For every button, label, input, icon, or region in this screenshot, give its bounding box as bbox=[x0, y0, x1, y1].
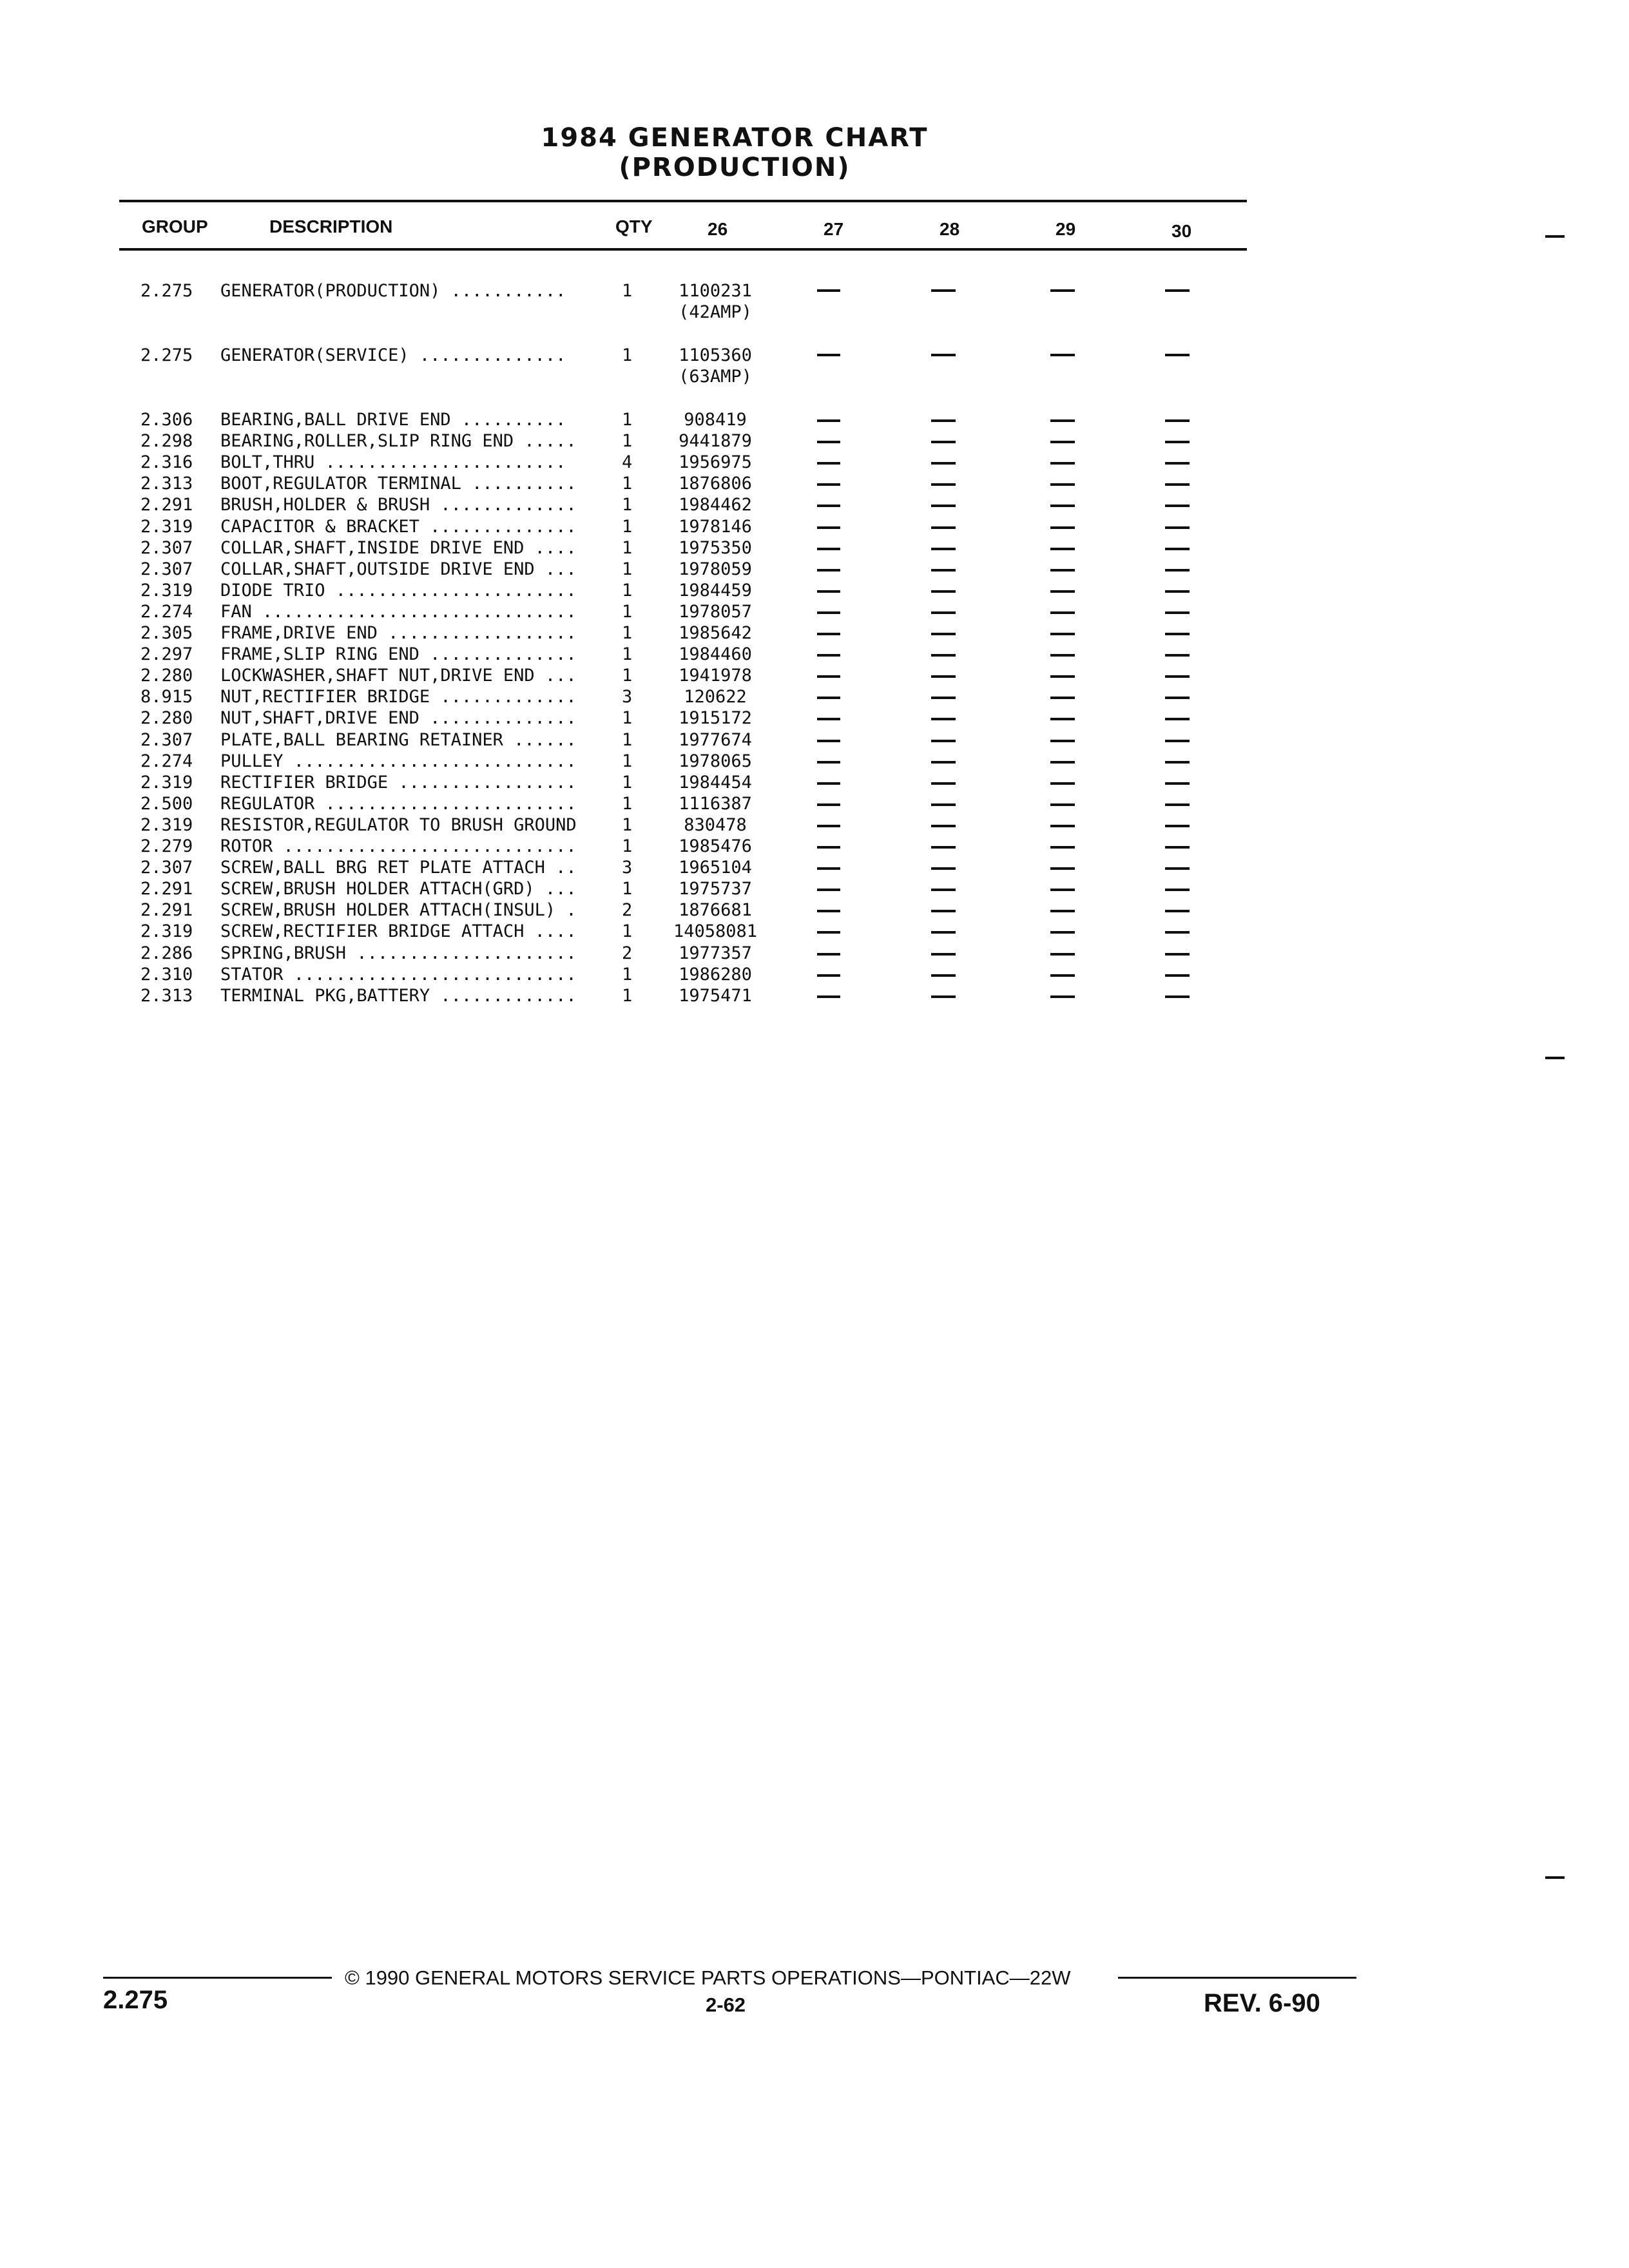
table-row bbox=[0, 559, 1629, 580]
row-group: 2.279 bbox=[140, 836, 193, 856]
not-applicable-dash bbox=[931, 569, 956, 572]
row-qty: 1 bbox=[622, 345, 633, 365]
row-qty: 1 bbox=[622, 793, 633, 814]
not-applicable-dash bbox=[1050, 462, 1075, 465]
row-description: BOOT,REGULATOR TERMINAL .......... bbox=[220, 474, 577, 494]
not-applicable-dash bbox=[1050, 995, 1075, 998]
row-description: LOCKWASHER,SHAFT NUT,DRIVE END ... bbox=[220, 666, 577, 686]
not-applicable-dash bbox=[1165, 569, 1190, 572]
revision-label: REV. 6-90 bbox=[1204, 1989, 1320, 2017]
not-applicable-dash bbox=[817, 740, 840, 742]
row-description: GENERATOR(PRODUCTION) ........... bbox=[220, 281, 566, 301]
row-qty: 3 bbox=[622, 858, 633, 878]
table-row bbox=[0, 665, 1629, 686]
row-description: COLLAR,SHAFT,OUTSIDE DRIVE END ... bbox=[220, 559, 577, 579]
row-group: 8.915 bbox=[140, 687, 193, 707]
row-description: SCREW,RECTIFIER BRIDGE ATTACH .... bbox=[220, 921, 577, 942]
row-group: 2.297 bbox=[140, 644, 193, 665]
row-description: NUT,SHAFT,DRIVE END .............. bbox=[220, 708, 577, 729]
row-qty: 4 bbox=[622, 452, 633, 473]
table-row bbox=[0, 644, 1629, 665]
row-group: 2.280 bbox=[140, 708, 193, 729]
row-description: TERMINAL PKG,BATTERY ............. bbox=[220, 985, 577, 1006]
not-applicable-dash bbox=[1165, 974, 1190, 977]
row-part-number: 1915172 bbox=[679, 708, 752, 729]
row-qty: 2 bbox=[622, 943, 633, 963]
not-applicable-dash bbox=[1050, 654, 1075, 657]
table-row bbox=[0, 857, 1629, 878]
row-description: BEARING,BALL DRIVE END .......... bbox=[220, 410, 566, 430]
col-28-header: 28 bbox=[940, 219, 960, 239]
not-applicable-dash bbox=[817, 846, 840, 849]
not-applicable-dash bbox=[1050, 483, 1075, 486]
table-row bbox=[0, 985, 1629, 1006]
not-applicable-dash bbox=[817, 675, 840, 678]
not-applicable-dash bbox=[817, 419, 840, 422]
not-applicable-dash bbox=[1165, 697, 1190, 699]
table-row bbox=[0, 686, 1629, 707]
table-row bbox=[0, 280, 1629, 322]
table-row bbox=[0, 430, 1629, 452]
row-group: 2.274 bbox=[140, 601, 193, 622]
not-applicable-dash bbox=[1165, 289, 1190, 292]
row-qty: 2 bbox=[622, 900, 633, 921]
not-applicable-dash bbox=[1050, 590, 1075, 593]
row-part-number: 120622 bbox=[684, 687, 747, 707]
not-applicable-dash bbox=[817, 354, 840, 356]
not-applicable-dash bbox=[931, 718, 956, 720]
page-subtitle: (PRODUCTION) bbox=[619, 153, 851, 182]
not-applicable-dash bbox=[817, 867, 840, 870]
row-description: RECTIFIER BRIDGE ................. bbox=[220, 772, 577, 793]
not-applicable-dash bbox=[817, 289, 840, 292]
row-part-number: 1978057 bbox=[679, 601, 752, 622]
not-applicable-dash bbox=[817, 697, 840, 699]
table-row bbox=[0, 473, 1629, 494]
row-part-number: 1975471 bbox=[679, 985, 752, 1006]
copyright-text: © 1990 GENERAL MOTORS SERVICE PARTS OPERATIONS—PONTIAC—22W bbox=[345, 1966, 1071, 1989]
row-group: 2.307 bbox=[140, 729, 193, 750]
not-applicable-dash bbox=[1165, 526, 1190, 529]
not-applicable-dash bbox=[931, 548, 956, 550]
row-group: 2.310 bbox=[140, 964, 193, 985]
row-qty: 1 bbox=[622, 666, 633, 686]
row-part-number: 1978059 bbox=[679, 559, 752, 579]
row-description: SCREW,BALL BRG RET PLATE ATTACH .. bbox=[220, 858, 577, 878]
row-part-number: 1978146 bbox=[679, 516, 752, 537]
not-applicable-dash bbox=[1050, 974, 1075, 977]
not-applicable-dash bbox=[817, 462, 840, 465]
row-group: 2.319 bbox=[140, 814, 193, 835]
not-applicable-dash bbox=[931, 825, 956, 827]
row-qty: 1 bbox=[622, 964, 633, 985]
table-row bbox=[0, 622, 1629, 644]
not-applicable-dash bbox=[1050, 825, 1075, 827]
not-applicable-dash bbox=[931, 526, 956, 529]
not-applicable-dash bbox=[1165, 654, 1190, 657]
row-group: 2.275 bbox=[140, 281, 193, 301]
not-applicable-dash bbox=[931, 803, 956, 806]
row-group: 2.298 bbox=[140, 431, 193, 452]
not-applicable-dash bbox=[931, 462, 956, 465]
table-row bbox=[0, 537, 1629, 559]
row-qty: 1 bbox=[622, 281, 633, 301]
row-description: PLATE,BALL BEARING RETAINER ...... bbox=[220, 729, 577, 750]
not-applicable-dash bbox=[1165, 483, 1190, 486]
row-qty: 1 bbox=[622, 623, 633, 643]
table-row bbox=[0, 793, 1629, 814]
row-qty: 1 bbox=[622, 431, 633, 452]
table-row bbox=[0, 943, 1629, 964]
row-group: 2.274 bbox=[140, 751, 193, 771]
footer-right-rule bbox=[1118, 1977, 1356, 1979]
not-applicable-dash bbox=[1165, 889, 1190, 891]
row-part-number: 1978065 bbox=[679, 751, 752, 771]
row-part-number: 1975737 bbox=[679, 879, 752, 899]
table-row bbox=[0, 836, 1629, 857]
row-group: 2.291 bbox=[140, 495, 193, 515]
row-description: RESISTOR,REGULATOR TO BRUSH GROUND bbox=[220, 814, 577, 835]
margin-mark bbox=[1545, 235, 1565, 238]
not-applicable-dash bbox=[931, 590, 956, 593]
not-applicable-dash bbox=[931, 931, 956, 934]
not-applicable-dash bbox=[931, 846, 956, 849]
row-group: 2.306 bbox=[140, 410, 193, 430]
row-group: 2.319 bbox=[140, 772, 193, 793]
table-row bbox=[0, 345, 1629, 387]
col-29-header: 29 bbox=[1055, 219, 1076, 239]
not-applicable-dash bbox=[817, 441, 840, 443]
row-description: FAN .............................. bbox=[220, 601, 577, 622]
not-applicable-dash bbox=[1050, 505, 1075, 507]
not-applicable-dash bbox=[1165, 718, 1190, 720]
row-description: COLLAR,SHAFT,INSIDE DRIVE END .... bbox=[220, 537, 577, 558]
not-applicable-dash bbox=[1165, 505, 1190, 507]
row-group: 2.286 bbox=[140, 943, 193, 963]
row-amperage: (42AMP) bbox=[679, 302, 752, 322]
not-applicable-dash bbox=[817, 611, 840, 614]
row-group: 2.319 bbox=[140, 516, 193, 537]
row-qty: 1 bbox=[622, 537, 633, 558]
row-group: 2.305 bbox=[140, 623, 193, 643]
not-applicable-dash bbox=[1165, 782, 1190, 785]
table-row bbox=[0, 516, 1629, 537]
not-applicable-dash bbox=[817, 654, 840, 657]
not-applicable-dash bbox=[817, 761, 840, 764]
not-applicable-dash bbox=[1050, 441, 1075, 443]
not-applicable-dash bbox=[817, 483, 840, 486]
row-group: 2.319 bbox=[140, 921, 193, 942]
col-26-header: 26 bbox=[708, 219, 728, 239]
not-applicable-dash bbox=[817, 803, 840, 806]
not-applicable-dash bbox=[931, 995, 956, 998]
row-description: SCREW,BRUSH HOLDER ATTACH(GRD) ... bbox=[220, 879, 577, 899]
row-qty: 1 bbox=[622, 751, 633, 771]
row-part-number: 1977357 bbox=[679, 943, 752, 963]
row-group: 2.280 bbox=[140, 666, 193, 686]
row-part-number: 1984459 bbox=[679, 580, 752, 601]
row-qty: 1 bbox=[622, 708, 633, 729]
table-row bbox=[0, 921, 1629, 942]
col-description-header: DESCRIPTION bbox=[269, 216, 393, 236]
row-qty: 1 bbox=[622, 644, 633, 665]
not-applicable-dash bbox=[931, 354, 956, 356]
not-applicable-dash bbox=[1165, 803, 1190, 806]
margin-mark bbox=[1545, 1057, 1565, 1059]
table-row bbox=[0, 751, 1629, 772]
not-applicable-dash bbox=[1165, 867, 1190, 870]
not-applicable-dash bbox=[931, 782, 956, 785]
row-part-number: 9441879 bbox=[679, 431, 752, 452]
not-applicable-dash bbox=[1165, 931, 1190, 934]
not-applicable-dash bbox=[931, 761, 956, 764]
not-applicable-dash bbox=[817, 910, 840, 912]
row-description: SPRING,BRUSH ..................... bbox=[220, 943, 577, 963]
row-description: ROTOR ............................ bbox=[220, 836, 577, 856]
table-row bbox=[0, 452, 1629, 473]
row-description: SCREW,BRUSH HOLDER ATTACH(INSUL) . bbox=[220, 900, 577, 921]
row-part-number: 1984462 bbox=[679, 495, 752, 515]
not-applicable-dash bbox=[1050, 675, 1075, 678]
not-applicable-dash bbox=[817, 825, 840, 827]
not-applicable-dash bbox=[817, 590, 840, 593]
row-description: NUT,RECTIFIER BRIDGE ............. bbox=[220, 687, 577, 707]
row-qty: 3 bbox=[622, 687, 633, 707]
not-applicable-dash bbox=[1050, 569, 1075, 572]
row-qty: 1 bbox=[622, 601, 633, 622]
row-part-number: 1986280 bbox=[679, 964, 752, 985]
not-applicable-dash bbox=[1050, 782, 1075, 785]
not-applicable-dash bbox=[931, 441, 956, 443]
col-27-header: 27 bbox=[824, 219, 844, 239]
not-applicable-dash bbox=[1050, 354, 1075, 356]
row-qty: 1 bbox=[622, 836, 633, 856]
not-applicable-dash bbox=[817, 995, 840, 998]
not-applicable-dash bbox=[931, 740, 956, 742]
table-row bbox=[0, 707, 1629, 729]
row-description: BRUSH,HOLDER & BRUSH ............. bbox=[220, 495, 577, 515]
table-row bbox=[0, 772, 1629, 793]
row-group: 2.319 bbox=[140, 580, 193, 601]
row-part-number: 1105360 bbox=[679, 345, 752, 365]
not-applicable-dash bbox=[1050, 419, 1075, 422]
row-group: 2.316 bbox=[140, 452, 193, 473]
row-part-number: 1956975 bbox=[679, 452, 752, 473]
not-applicable-dash bbox=[1165, 740, 1190, 742]
not-applicable-dash bbox=[1050, 889, 1075, 891]
table-row bbox=[0, 814, 1629, 836]
not-applicable-dash bbox=[1050, 697, 1075, 699]
not-applicable-dash bbox=[931, 867, 956, 870]
not-applicable-dash bbox=[817, 505, 840, 507]
page-title: 1984 GENERATOR CHART bbox=[541, 123, 929, 153]
not-applicable-dash bbox=[931, 974, 956, 977]
not-applicable-dash bbox=[1050, 611, 1075, 614]
not-applicable-dash bbox=[1050, 846, 1075, 849]
row-part-number: 1116387 bbox=[679, 793, 752, 814]
not-applicable-dash bbox=[931, 505, 956, 507]
page-number: 2-62 bbox=[706, 1994, 746, 2016]
row-qty: 1 bbox=[622, 985, 633, 1006]
not-applicable-dash bbox=[817, 953, 840, 956]
row-qty: 1 bbox=[622, 772, 633, 793]
not-applicable-dash bbox=[1050, 740, 1075, 742]
table-row bbox=[0, 409, 1629, 430]
row-description: REGULATOR ........................ bbox=[220, 793, 577, 814]
row-part-number: 1977674 bbox=[679, 729, 752, 750]
row-part-number: 1876806 bbox=[679, 474, 752, 494]
not-applicable-dash bbox=[1050, 931, 1075, 934]
not-applicable-dash bbox=[1165, 675, 1190, 678]
row-part-number: 1100231 bbox=[679, 281, 752, 301]
not-applicable-dash bbox=[931, 419, 956, 422]
row-description: DIODE TRIO ....................... bbox=[220, 580, 577, 601]
row-part-number: 1876681 bbox=[679, 900, 752, 921]
row-description: BEARING,ROLLER,SLIP RING END ..... bbox=[220, 431, 577, 452]
row-qty: 1 bbox=[622, 814, 633, 835]
row-description: FRAME,DRIVE END .................. bbox=[220, 623, 577, 643]
not-applicable-dash bbox=[1050, 761, 1075, 764]
margin-mark bbox=[1545, 1876, 1565, 1879]
not-applicable-dash bbox=[1165, 590, 1190, 593]
col-30-header: 30 bbox=[1171, 221, 1192, 241]
row-description: PULLEY ........................... bbox=[220, 751, 577, 771]
row-group: 2.291 bbox=[140, 900, 193, 921]
not-applicable-dash bbox=[1165, 633, 1190, 635]
row-part-number: 1985476 bbox=[679, 836, 752, 856]
not-applicable-dash bbox=[1050, 289, 1075, 292]
not-applicable-dash bbox=[1050, 867, 1075, 870]
table-row bbox=[0, 601, 1629, 622]
not-applicable-dash bbox=[1050, 548, 1075, 550]
row-qty: 1 bbox=[622, 921, 633, 942]
not-applicable-dash bbox=[1165, 953, 1190, 956]
table-row bbox=[0, 964, 1629, 985]
row-part-number: 1984460 bbox=[679, 644, 752, 665]
table-row bbox=[0, 899, 1629, 921]
row-part-number: 908419 bbox=[684, 410, 747, 430]
row-part-number: 830478 bbox=[684, 814, 747, 835]
not-applicable-dash bbox=[931, 910, 956, 912]
row-qty: 1 bbox=[622, 516, 633, 537]
not-applicable-dash bbox=[931, 611, 956, 614]
not-applicable-dash bbox=[1165, 419, 1190, 422]
row-group: 2.275 bbox=[140, 345, 193, 365]
not-applicable-dash bbox=[931, 633, 956, 635]
table-row bbox=[0, 729, 1629, 751]
not-applicable-dash bbox=[931, 675, 956, 678]
row-description: CAPACITOR & BRACKET .............. bbox=[220, 516, 577, 537]
not-applicable-dash bbox=[1050, 910, 1075, 912]
not-applicable-dash bbox=[1165, 846, 1190, 849]
row-part-number: 1984454 bbox=[679, 772, 752, 793]
not-applicable-dash bbox=[1050, 718, 1075, 720]
not-applicable-dash bbox=[817, 931, 840, 934]
row-description: STATOR ........................... bbox=[220, 964, 577, 985]
row-group: 2.307 bbox=[140, 559, 193, 579]
row-part-number: 14058081 bbox=[673, 921, 758, 942]
not-applicable-dash bbox=[1165, 441, 1190, 443]
not-applicable-dash bbox=[931, 697, 956, 699]
not-applicable-dash bbox=[1165, 995, 1190, 998]
not-applicable-dash bbox=[1165, 611, 1190, 614]
row-qty: 1 bbox=[622, 559, 633, 579]
row-group: 2.313 bbox=[140, 474, 193, 494]
not-applicable-dash bbox=[931, 889, 956, 891]
not-applicable-dash bbox=[817, 718, 840, 720]
row-group: 2.307 bbox=[140, 858, 193, 878]
not-applicable-dash bbox=[1050, 633, 1075, 635]
not-applicable-dash bbox=[817, 548, 840, 550]
header-top-rule bbox=[119, 200, 1247, 202]
footer-left-rule bbox=[103, 1977, 332, 1979]
row-part-number: 1985642 bbox=[679, 623, 752, 643]
row-amperage: (63AMP) bbox=[679, 367, 752, 387]
row-qty: 1 bbox=[622, 729, 633, 750]
row-part-number: 1975350 bbox=[679, 537, 752, 558]
not-applicable-dash bbox=[1165, 910, 1190, 912]
section-number: 2.275 bbox=[103, 1986, 168, 2014]
row-qty: 1 bbox=[622, 495, 633, 515]
not-applicable-dash bbox=[1165, 761, 1190, 764]
not-applicable-dash bbox=[1165, 462, 1190, 465]
row-description: GENERATOR(SERVICE) .............. bbox=[220, 345, 566, 365]
col-group-header: GROUP bbox=[142, 216, 208, 236]
not-applicable-dash bbox=[817, 782, 840, 785]
row-group: 2.500 bbox=[140, 793, 193, 814]
not-applicable-dash bbox=[931, 289, 956, 292]
row-group: 2.291 bbox=[140, 879, 193, 899]
not-applicable-dash bbox=[817, 974, 840, 977]
not-applicable-dash bbox=[1050, 526, 1075, 529]
row-part-number: 1965104 bbox=[679, 858, 752, 878]
not-applicable-dash bbox=[817, 526, 840, 529]
table-row bbox=[0, 878, 1629, 899]
not-applicable-dash bbox=[931, 953, 956, 956]
not-applicable-dash bbox=[817, 569, 840, 572]
not-applicable-dash bbox=[931, 483, 956, 486]
not-applicable-dash bbox=[817, 889, 840, 891]
row-qty: 1 bbox=[622, 410, 633, 430]
col-qty-header: QTY bbox=[615, 216, 653, 236]
row-description: BOLT,THRU ....................... bbox=[220, 452, 566, 473]
row-part-number: 1941978 bbox=[679, 666, 752, 686]
row-group: 2.313 bbox=[140, 985, 193, 1006]
row-qty: 1 bbox=[622, 879, 633, 899]
table-row bbox=[0, 580, 1629, 601]
not-applicable-dash bbox=[931, 654, 956, 657]
not-applicable-dash bbox=[1165, 548, 1190, 550]
row-group: 2.307 bbox=[140, 537, 193, 558]
row-qty: 1 bbox=[622, 474, 633, 494]
header-bottom-rule bbox=[119, 248, 1247, 251]
table-row bbox=[0, 494, 1629, 515]
not-applicable-dash bbox=[1050, 953, 1075, 956]
not-applicable-dash bbox=[1165, 825, 1190, 827]
row-description: FRAME,SLIP RING END .............. bbox=[220, 644, 577, 665]
not-applicable-dash bbox=[1050, 803, 1075, 806]
not-applicable-dash bbox=[817, 633, 840, 635]
not-applicable-dash bbox=[1165, 354, 1190, 356]
row-qty: 1 bbox=[622, 580, 633, 601]
